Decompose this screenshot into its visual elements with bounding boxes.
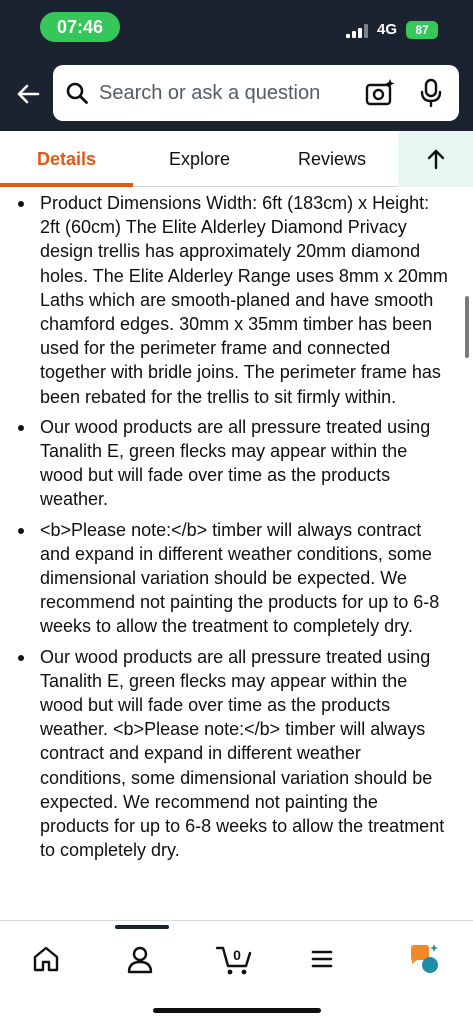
feature-bullet-text: <b>Please note:</b> timber will always contract and expand in different weather conditions, some dimensional variation should be expected. We recommend not painting the products for up to 6-8 weeks to allow the treatment to completely dry. <box>40 519 440 637</box>
camera-sparkle-icon[interactable] <box>365 78 395 108</box>
back-arrow-icon[interactable] <box>14 80 42 108</box>
product-details-content <box>0 191 473 919</box>
cart-icon <box>215 942 255 976</box>
home-indicator <box>153 1008 321 1013</box>
bullet-dot <box>18 201 24 207</box>
rufus-assistant-icon <box>408 942 442 976</box>
feature-bullet-list <box>0 191 473 862</box>
tab-explore[interactable]: Explore <box>168 148 231 169</box>
network-type: 4G <box>377 21 398 38</box>
scroll-to-top-button[interactable] <box>398 131 473 187</box>
nav-you[interactable] <box>120 939 160 979</box>
menu-icon <box>307 944 337 974</box>
bullet-dot <box>18 655 24 661</box>
cart-count: 0 <box>233 947 241 963</box>
feature-bullet-text: Product Dimensions Width: 6ft (183cm) x Height: 2ft (60cm) The Elite Alderley Diamond Privacy design trellis has approximately 20mm diamond holes. The Elite Alderley Range uses 8mm x 20mm Laths which are smooth-planed and have smooth chamford edges. 30mm x 35mm timber has been used for the perimeter frame and connected together with bridle joins. The perimeter frame has been rebated for the trellis to sit firmly within. <box>40 193 448 407</box>
feature-bullet-text: Our wood products are all pressure treated using Tanalith E, green flecks may appear within the wood but will fade over time as the products weather. <b>Please note:</b> timber will always contract and expand in different weather conditions, some dimensional variation should be expected. We recommend not painting the products for up to 6-8 weeks to allow the treatment to completely dry. <box>40 646 445 861</box>
nav-menu[interactable] <box>302 939 342 979</box>
active-nav-indicator <box>115 925 169 929</box>
top-header <box>0 0 473 131</box>
nav-home[interactable] <box>26 939 66 979</box>
tab-details[interactable]: Details <box>36 148 97 169</box>
feature-bullet <box>0 191 449 409</box>
battery-level: 87 <box>406 21 438 39</box>
feature-bullet <box>0 415 449 512</box>
tab-reviews[interactable]: Reviews <box>297 148 367 169</box>
search-icon <box>65 81 89 105</box>
microphone-icon[interactable] <box>419 78 443 108</box>
signal-strength-icon <box>346 24 370 38</box>
bullet-dot <box>18 528 24 534</box>
search-input[interactable] <box>99 75 349 111</box>
status-time: 07:46 <box>40 12 120 42</box>
feature-bullet-text: Our wood products are all pressure treated using Tanalith E, green flecks may appear within the wood but will fade over time as the products weather. <box>40 416 431 510</box>
search-bar[interactable] <box>53 65 459 121</box>
product-tabs <box>0 131 473 187</box>
home-icon <box>31 944 61 974</box>
scrollbar-thumb[interactable] <box>465 296 469 358</box>
arrow-up-icon <box>425 148 447 170</box>
bullet-dot <box>18 425 24 431</box>
nav-rufus[interactable] <box>405 939 445 979</box>
user-icon <box>125 944 155 974</box>
active-tab-indicator <box>0 183 133 187</box>
nav-cart[interactable] <box>215 939 255 979</box>
feature-bullet <box>0 645 449 863</box>
feature-bullet <box>0 518 449 639</box>
